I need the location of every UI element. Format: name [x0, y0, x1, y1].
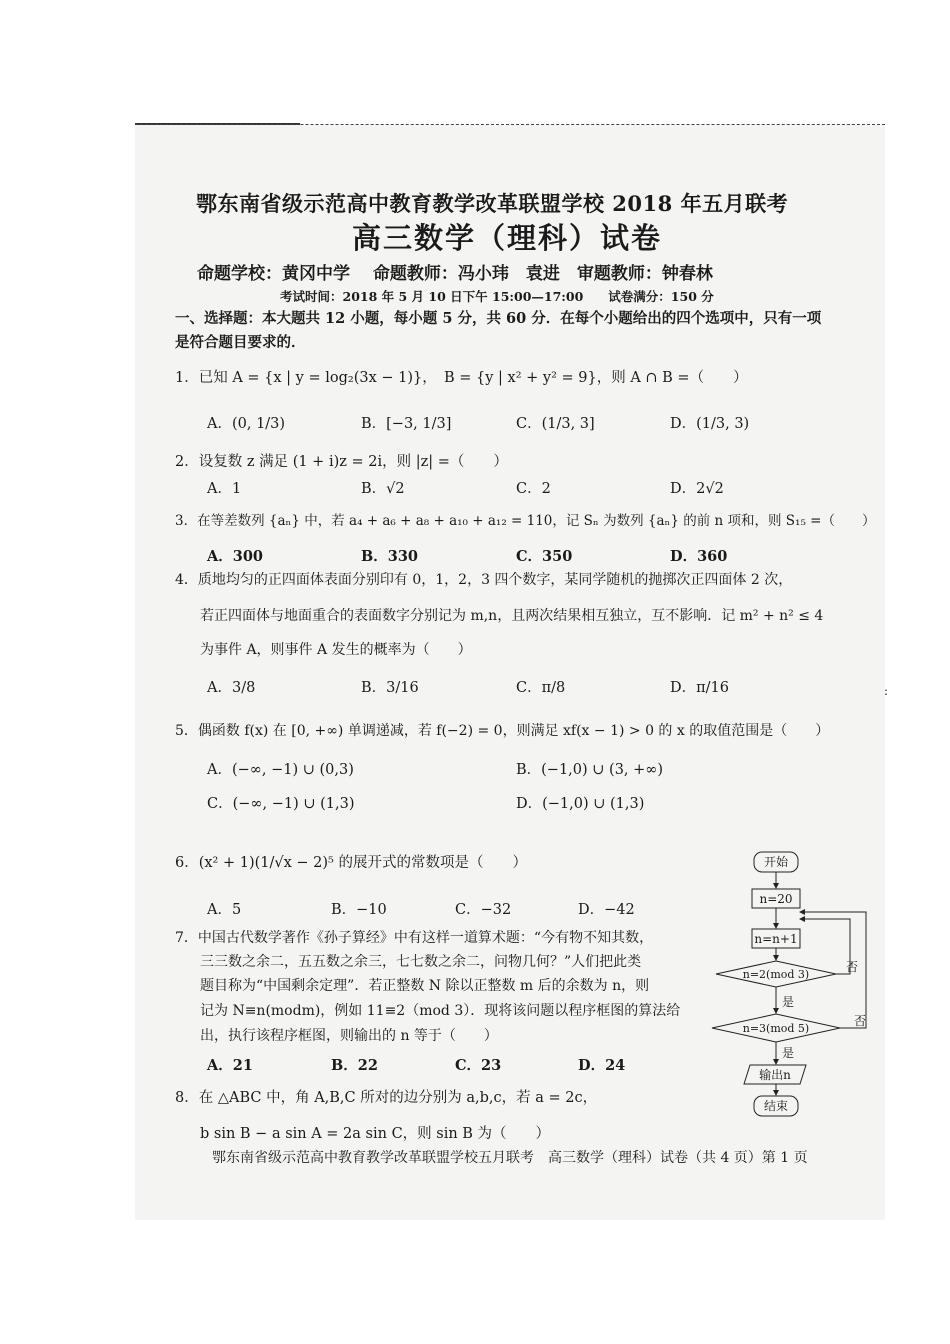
- question-2-option-a: A．1: [207, 481, 242, 497]
- question-3-option-a: A．300: [207, 548, 264, 565]
- flowchart-yes-label-2: 是: [782, 1046, 795, 1060]
- question-7-option-c: C．23: [455, 1057, 502, 1074]
- flowchart-yes-label-1: 是: [782, 995, 795, 1009]
- authors-line: 命题学校：黄冈中学 命题教师：冯小玮 袁进 审题教师：钟春林: [197, 264, 713, 284]
- question-6-option-a: A．5: [207, 902, 242, 918]
- question-6-stem: 6．(x² + 1)(1/√x − 2)⁵ 的展开式的常数项是（ ）: [175, 855, 527, 871]
- flowchart-svg: [700, 840, 880, 1130]
- question-2-option-c: C．2: [516, 481, 551, 497]
- question-1-option-a: A．(0, 1/3): [207, 416, 286, 432]
- question-5-stem: 5．偶函数 f(x) 在 [0, +∞) 单调递减，若 f(−2) = 0，则满足 xf(x − 1) > 0 的 x 的取值范围是（ ）: [175, 723, 830, 739]
- question-8-line2: b sin B − a sin A = 2a sin C，则 sin B 为（ ）: [200, 1126, 551, 1142]
- flowchart-condition1-label: n=2(mod 3): [742, 968, 810, 981]
- question-2-option-b: B．√2: [361, 481, 405, 497]
- question-1-stem: 1．已知 A = {x | y = log₂(3x − 1)}， B = {y | x² + y² = 9}，则 A ∩ B =（ ）: [175, 370, 748, 386]
- question-3-option-d: D．360: [670, 548, 728, 565]
- exam-title-line2: 高三数学（理科）试卷: [352, 221, 663, 255]
- flowchart-end-label: 结束: [763, 1099, 789, 1113]
- flowchart-start-label: 开始: [763, 855, 789, 869]
- question-7-line1: 7．中国古代数学著作《孙子算经》中有这样一道算术题：“今有物不知其数，: [175, 930, 654, 946]
- question-3-stem: 3．在等差数列 {aₙ} 中，若 a₄ + a₆ + a₈ + a₁₀ + a₁₂ = 110，记 Sₙ 为数列 {aₙ} 的前 n 项和，则 S₁₅ =（ ）: [175, 513, 876, 529]
- question-6-option-b: B．−10: [331, 902, 387, 918]
- flowchart-no-label-1: 否: [846, 960, 859, 974]
- section-heading-line1: 一、选择题：本大题共 12 小题，每小题 5 分，共 60 分．在每个小题给出的四个选项中，只有一项: [175, 310, 822, 327]
- flowchart: [700, 840, 880, 1130]
- question-3-option-c: C．350: [516, 548, 573, 565]
- flowchart-output-label: 输出n: [759, 1068, 791, 1082]
- question-7-option-a: A．21: [207, 1057, 253, 1074]
- question-3-option-b: B．330: [361, 548, 419, 565]
- flowchart-condition2-label: n=3(mod 5): [742, 1022, 810, 1035]
- exam-info: 考试时间：2018 年 5 月 10 日下午 15:00—17:00 试卷满分：150 分: [280, 289, 714, 304]
- side-mark: :: [884, 684, 889, 698]
- flowchart-init-label: n=20: [759, 892, 793, 906]
- flowchart-loop1: [800, 919, 850, 974]
- question-5-option-b: B．(−1,0) ∪ (3, +∞): [516, 762, 664, 778]
- question-7-line3: 题目称为“中国剩余定理”．若正整数 N 除以正整数 m 后的余数为 n，则: [200, 978, 650, 994]
- question-2-stem: 2．设复数 z 满足 (1 + i)z = 2i，则 |z| =（ ）: [175, 454, 508, 470]
- question-5-option-d: D．(−1,0) ∪ (1,3): [516, 796, 645, 812]
- question-1-option-b: B．[−3, 1/3]: [361, 416, 452, 432]
- question-4-line3: 为事件 A，则事件 A 发生的概率为（ ）: [200, 642, 472, 658]
- question-7-line5: 出，执行该程序框图，则输出的 n 等于（ ）: [200, 1028, 498, 1044]
- question-8-line1: 8．在 △ABC 中，角 A,B,C 所对的边分别为 a,b,c，若 a = 2c，: [175, 1090, 598, 1106]
- question-4-line1: 4．质地均匀的正四面体表面分别印有 0，1，2，3 四个数字，某同学随机的抛掷次正四面体 2 次，: [175, 572, 793, 588]
- question-4-option-c: C．π/8: [516, 680, 566, 696]
- question-7-line4: 记为 N≡n(modm)，例如 11≡2（mod 3）．现将该问题以程序框图的算法给: [200, 1003, 681, 1019]
- question-4-option-b: B．3/16: [361, 680, 419, 696]
- section-heading-line2: 是符合题目要求的．: [175, 334, 306, 351]
- question-6-option-d: D．−42: [578, 902, 635, 918]
- flowchart-no-label-2: 否: [854, 1014, 867, 1028]
- question-6-option-c: C．−32: [455, 902, 512, 918]
- question-4-option-d: D．π/16: [670, 680, 729, 696]
- cut-line: [135, 124, 885, 125]
- page-footer: 鄂东南省级示范高中教育教学改革联盟学校五月联考 高三数学（理科）试卷（共 4 页）第 1 页: [212, 1150, 808, 1166]
- question-4-option-a: A．3/8: [207, 680, 256, 696]
- question-1-option-c: C．(1/3, 3]: [516, 416, 595, 432]
- question-7-option-d: D．24: [578, 1057, 626, 1074]
- question-7-line2: 三三数之余二，五五数之余三，七七数之余二，问物几何？”人们把此类: [200, 954, 642, 970]
- question-2-option-d: D．2√2: [670, 481, 724, 497]
- question-5-option-c: C．(−∞, −1) ∪ (1,3): [207, 796, 355, 812]
- question-4-line2: 若正四面体与地面重合的表面数字分别记为 m,n，且两次结果相互独立，互不影响．记 m² + n² ≤ 4: [200, 608, 824, 624]
- question-7-option-b: B．22: [331, 1057, 378, 1074]
- exam-title-line1: 鄂东南省级示范高中教育教学改革联盟学校 2018 年五月联考: [196, 191, 789, 216]
- question-5-option-a: A．(−∞, −1) ∪ (0,3): [207, 762, 354, 778]
- flowchart-increment-label: n=n+1: [754, 932, 798, 946]
- question-1-option-d: D．(1/3, 3): [670, 416, 750, 432]
